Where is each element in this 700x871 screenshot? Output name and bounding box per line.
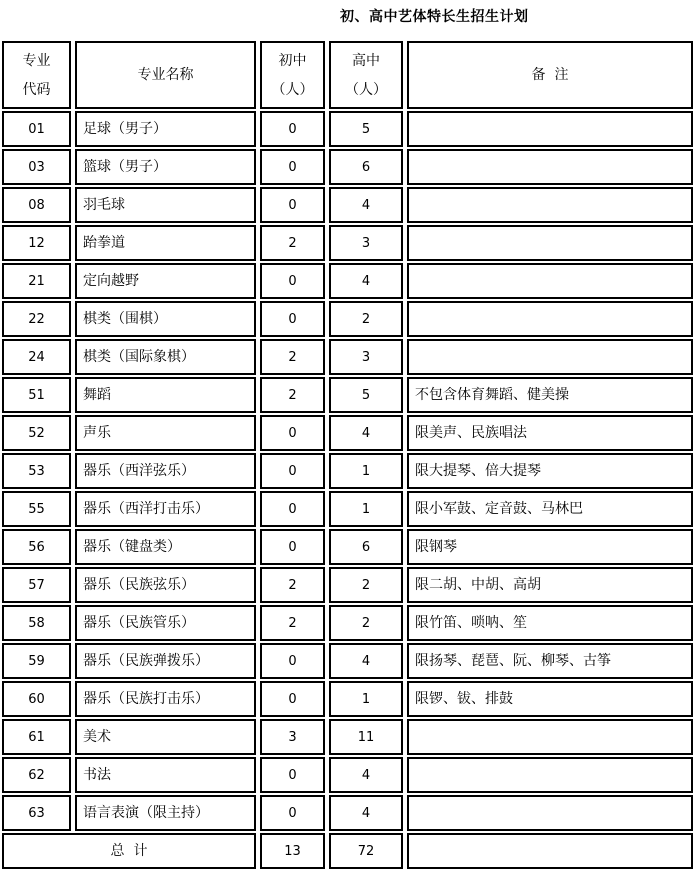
header-junior — [260, 41, 325, 109]
table-row — [0, 490, 696, 528]
cell-name: 书法 — [75, 757, 256, 793]
cell-name: 器乐（键盘类） — [75, 529, 256, 565]
header-senior-line1: 高中 — [352, 52, 380, 69]
header-name-label: 专业名称 — [137, 67, 194, 83]
cell-code: 61 — [2, 719, 71, 755]
cell-senior: 3 — [329, 339, 403, 375]
cell-junior: 0 — [260, 187, 325, 223]
table-row — [0, 718, 696, 756]
cell-note: 限美声、民族唱法 — [407, 415, 693, 451]
table-row — [0, 414, 696, 452]
cell-code: 51 — [2, 377, 71, 413]
table-row — [0, 452, 696, 490]
cell-note — [407, 795, 693, 831]
cell-junior: 0 — [260, 301, 325, 337]
cell-code: 03 — [2, 149, 71, 185]
table-row — [0, 528, 696, 566]
table-row — [0, 224, 696, 262]
cell-code: 12 — [2, 225, 71, 261]
page-title: 初、高中艺体特长生招生计划 — [340, 9, 529, 25]
cell-senior: 4 — [329, 415, 403, 451]
table-row — [0, 338, 696, 376]
table-row — [0, 680, 696, 718]
table-row — [0, 186, 696, 224]
cell-senior: 2 — [329, 301, 403, 337]
table-row — [0, 642, 696, 680]
total-senior: 72 — [329, 833, 403, 869]
cell-junior: 0 — [260, 149, 325, 185]
total-note — [407, 833, 693, 869]
cell-senior: 1 — [329, 453, 403, 489]
cell-name: 棋类（国际象棋） — [75, 339, 256, 375]
cell-code: 62 — [2, 757, 71, 793]
cell-code: 52 — [2, 415, 71, 451]
total-label: 总 计 — [2, 833, 256, 869]
cell-note — [407, 149, 693, 185]
cell-note — [407, 757, 693, 793]
header-code-line2: 代码 — [22, 81, 51, 98]
cell-note — [407, 263, 693, 299]
cell-junior: 0 — [260, 529, 325, 565]
cell-name: 舞蹈 — [75, 377, 256, 413]
header-junior-line2: （人） — [271, 81, 314, 98]
table-row — [0, 110, 696, 148]
cell-code: 53 — [2, 453, 71, 489]
cell-senior: 4 — [329, 187, 403, 223]
cell-name: 语言表演（限主持） — [75, 795, 256, 831]
cell-senior: 6 — [329, 529, 403, 565]
cell-note: 限竹笛、唢呐、笙 — [407, 605, 693, 641]
table-row — [0, 604, 696, 642]
cell-note — [407, 719, 693, 755]
header-notes-label: 备 注 — [531, 67, 569, 83]
cell-name: 跆拳道 — [75, 225, 256, 261]
cell-code: 58 — [2, 605, 71, 641]
header-senior-line2: （人） — [345, 81, 387, 98]
cell-junior: 0 — [260, 757, 325, 793]
cell-junior: 2 — [260, 377, 325, 413]
cell-note — [407, 225, 693, 261]
cell-name: 棋类（围棋） — [75, 301, 256, 337]
cell-note: 限扬琴、琵琶、阮、柳琴、古筝 — [407, 643, 693, 679]
cell-note: 限锣、钹、排鼓 — [407, 681, 693, 717]
cell-note — [407, 187, 693, 223]
header-junior-line1: 初中 — [278, 52, 307, 69]
cell-note: 限小军鼓、定音鼓、马林巴 — [407, 491, 693, 527]
cell-junior: 2 — [260, 225, 325, 261]
cell-note — [407, 301, 693, 337]
table-row — [0, 566, 696, 604]
cell-senior: 5 — [329, 377, 403, 413]
cell-code: 21 — [2, 263, 71, 299]
total-row — [0, 832, 696, 870]
cell-note: 限二胡、中胡、高胡 — [407, 567, 693, 603]
cell-senior: 1 — [329, 681, 403, 717]
table-row — [0, 148, 696, 186]
cell-note: 限大提琴、倍大提琴 — [407, 453, 693, 489]
cell-senior: 2 — [329, 605, 403, 641]
cell-name: 器乐（西洋打击乐） — [75, 491, 256, 527]
header-code — [2, 41, 71, 109]
table-row — [0, 300, 696, 338]
cell-name: 美术 — [75, 719, 256, 755]
cell-name: 足球（男子） — [75, 111, 256, 147]
cell-code: 56 — [2, 529, 71, 565]
cell-junior: 0 — [260, 453, 325, 489]
cell-junior: 0 — [260, 111, 325, 147]
cell-junior: 0 — [260, 681, 325, 717]
header-name — [75, 41, 256, 109]
header-senior — [329, 41, 403, 109]
cell-junior: 0 — [260, 491, 325, 527]
cell-senior: 4 — [329, 757, 403, 793]
cell-code: 24 — [2, 339, 71, 375]
cell-senior: 6 — [329, 149, 403, 185]
table-header-row — [0, 40, 696, 110]
cell-code: 63 — [2, 795, 71, 831]
cell-junior: 3 — [260, 719, 325, 755]
cell-name: 器乐（民族弦乐） — [75, 567, 256, 603]
cell-code: 22 — [2, 301, 71, 337]
cell-code: 60 — [2, 681, 71, 717]
cell-junior: 0 — [260, 263, 325, 299]
cell-senior: 1 — [329, 491, 403, 527]
table-row — [0, 794, 696, 832]
cell-junior: 0 — [260, 795, 325, 831]
cell-name: 器乐（民族管乐） — [75, 605, 256, 641]
cell-note: 不包含体育舞蹈、健美操 — [407, 377, 693, 413]
cell-name: 器乐（民族打击乐） — [75, 681, 256, 717]
cell-senior: 3 — [329, 225, 403, 261]
cell-code: 59 — [2, 643, 71, 679]
cell-senior: 4 — [329, 263, 403, 299]
enrollment-plan-table — [0, 40, 696, 870]
table-row — [0, 376, 696, 414]
cell-code: 55 — [2, 491, 71, 527]
table-row — [0, 756, 696, 794]
total-junior: 13 — [260, 833, 325, 869]
header-notes — [407, 41, 693, 109]
cell-code: 01 — [2, 111, 71, 147]
cell-junior: 0 — [260, 415, 325, 451]
cell-junior: 2 — [260, 339, 325, 375]
cell-senior: 2 — [329, 567, 403, 603]
cell-code: 57 — [2, 567, 71, 603]
table-row — [0, 262, 696, 300]
cell-senior: 4 — [329, 643, 403, 679]
cell-name: 篮球（男子） — [75, 149, 256, 185]
cell-senior: 5 — [329, 111, 403, 147]
cell-name: 器乐（民族弹拨乐） — [75, 643, 256, 679]
cell-note: 限钢琴 — [407, 529, 693, 565]
cell-name: 羽毛球 — [75, 187, 256, 223]
cell-junior: 2 — [260, 605, 325, 641]
cell-name: 声乐 — [75, 415, 256, 451]
cell-name: 器乐（西洋弦乐） — [75, 453, 256, 489]
cell-name: 定向越野 — [75, 263, 256, 299]
cell-senior: 11 — [329, 719, 403, 755]
cell-junior: 2 — [260, 567, 325, 603]
cell-note — [407, 111, 693, 147]
cell-note — [407, 339, 693, 375]
cell-code: 08 — [2, 187, 71, 223]
cell-junior: 0 — [260, 643, 325, 679]
cell-senior: 4 — [329, 795, 403, 831]
header-code-line1: 专业 — [22, 52, 51, 69]
